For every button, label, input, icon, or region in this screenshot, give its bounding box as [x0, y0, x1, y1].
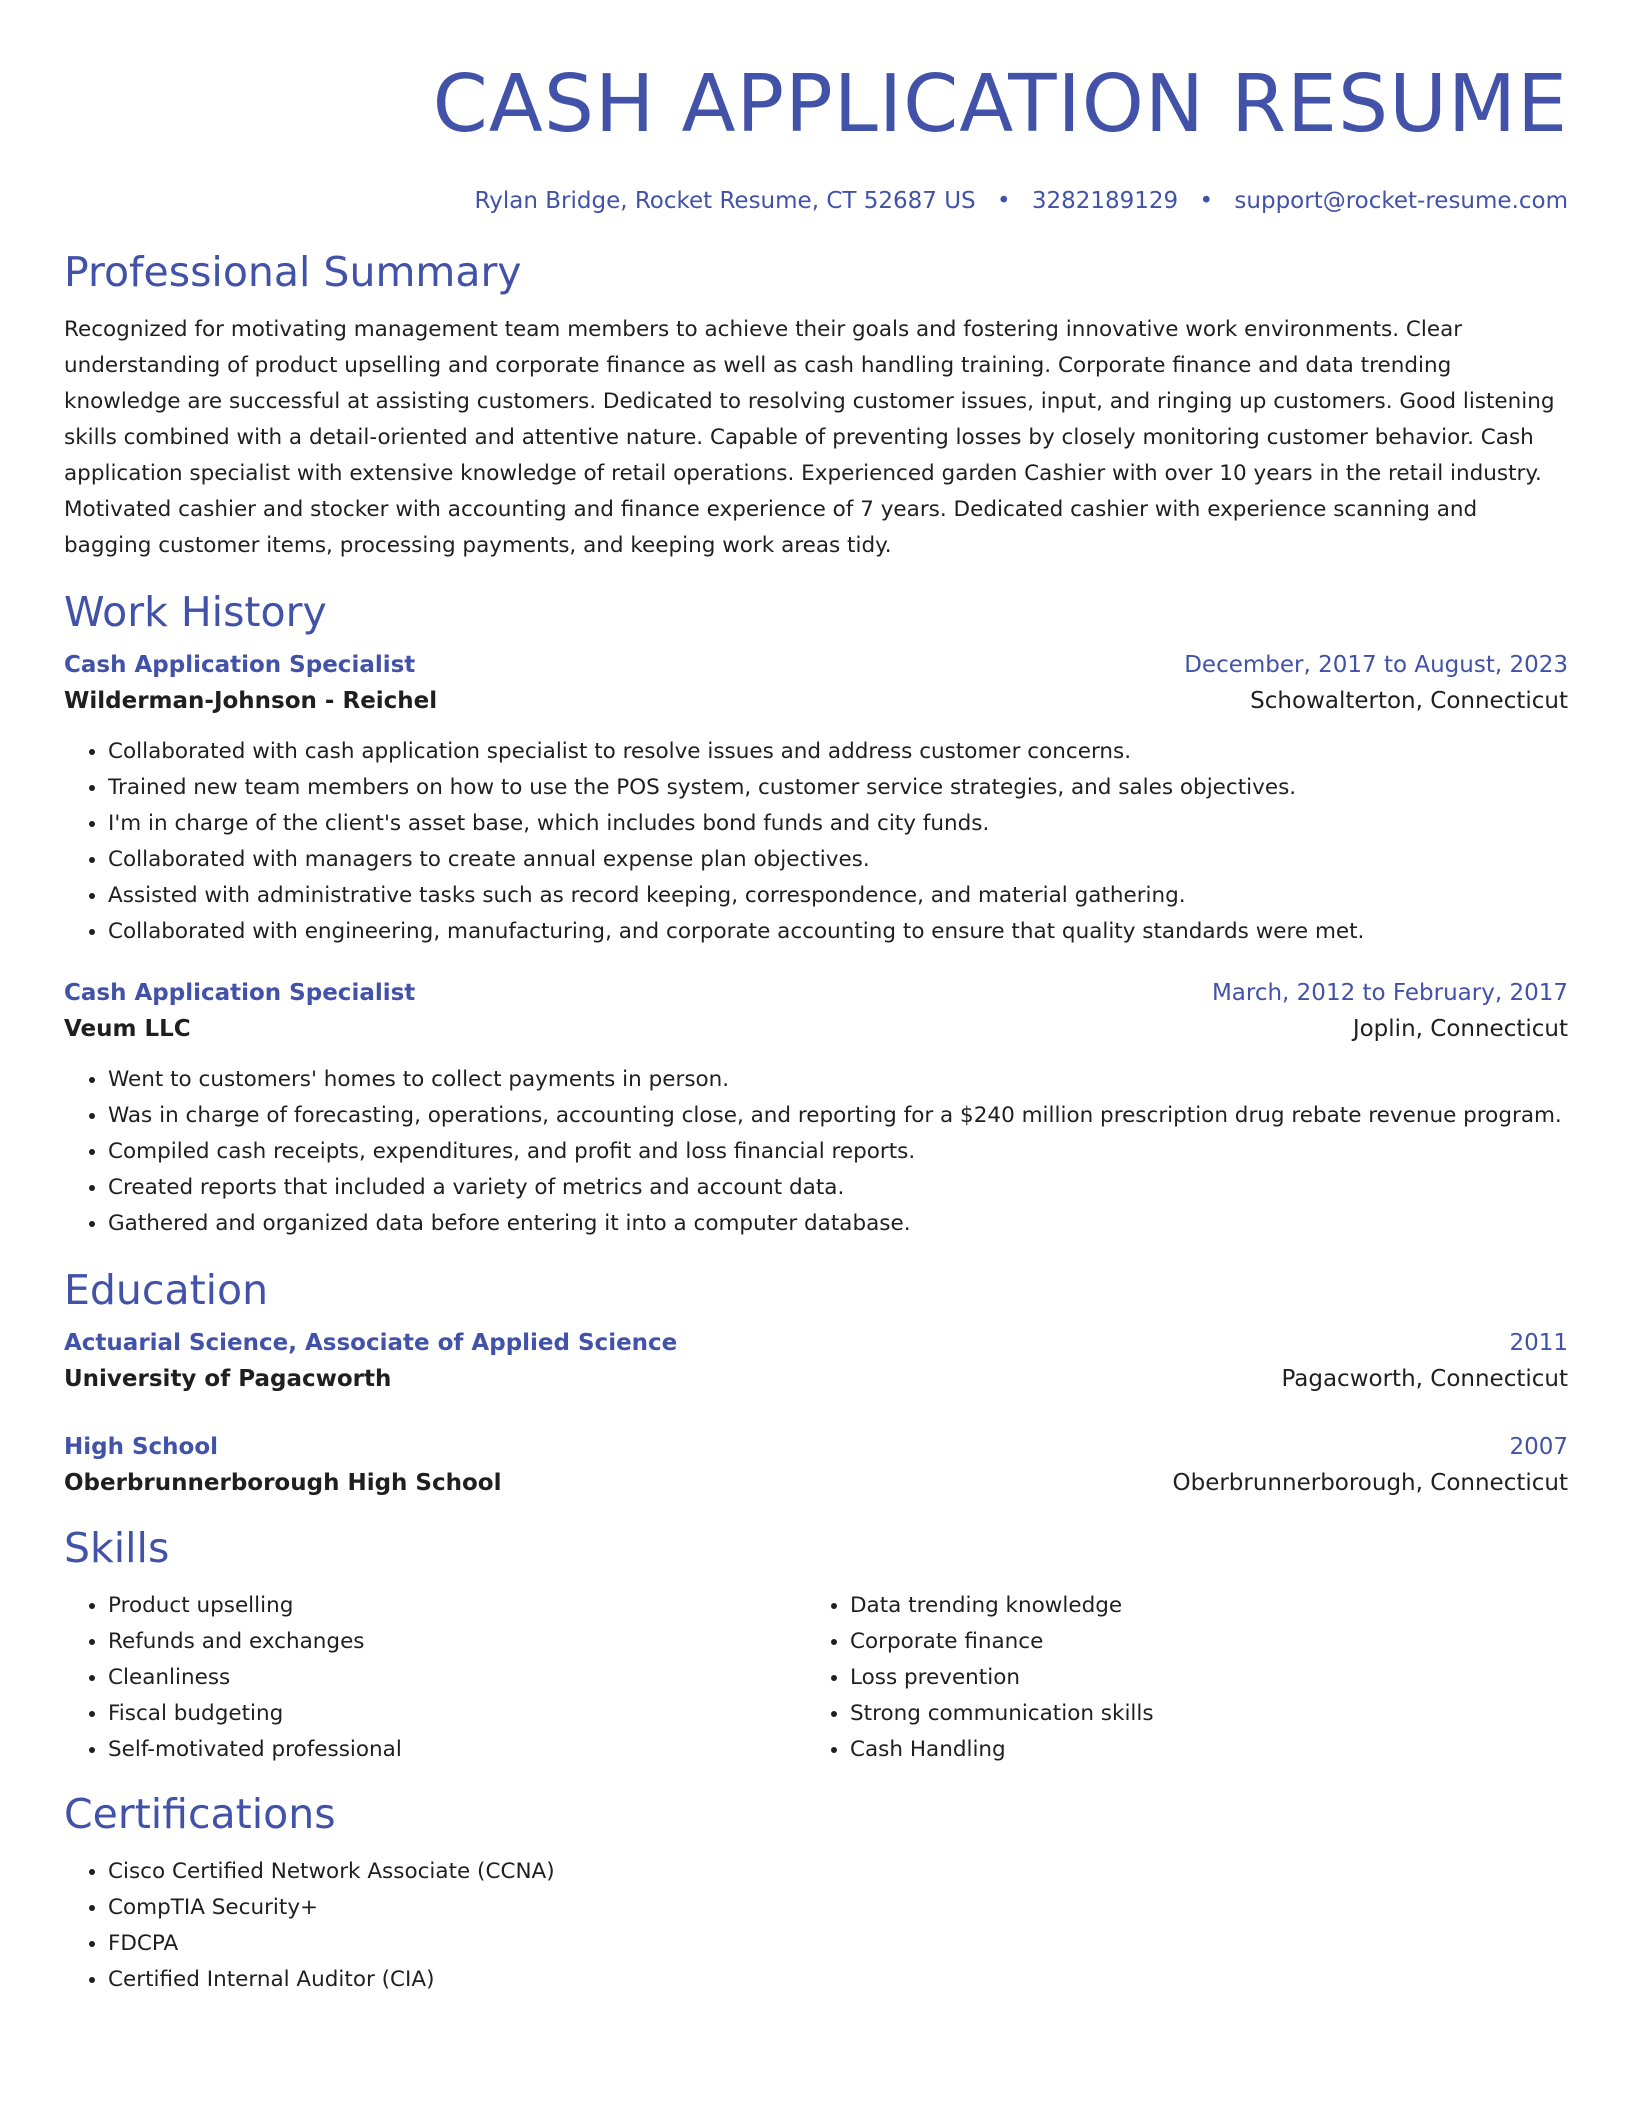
job-company: Veum LLC [64, 1016, 191, 1042]
job-bullet: • Trained new team members on how to use the POS system, customer service strategies, and sales objectives. [108, 770, 1568, 806]
skill-item: • Cash Handling [850, 1732, 1548, 1768]
skill-item: • Corporate finance [850, 1624, 1548, 1660]
skill-item: • Cleanliness [108, 1660, 806, 1696]
education-entry [64, 1430, 1568, 1502]
certifications-list [64, 1854, 1568, 1998]
certification-item: • Certified Internal Auditor (CIA) [108, 1962, 1568, 1998]
job-bullet: • Collaborated with cash application specialist to resolve issues and address customer concerns. [108, 734, 1568, 770]
education-school: Oberbrunnerborough High School [64, 1470, 502, 1496]
job-title: Cash Application Specialist [64, 652, 416, 678]
section-title-summary: Professional Summary [64, 248, 522, 296]
job-bullet: • Collaborated with engineering, manufacturing, and corporate accounting to ensure that quality standards were met. [108, 914, 1568, 950]
skill-item: • Loss prevention [850, 1660, 1548, 1696]
job-bullet: • Went to customers' homes to collect payments in person. [108, 1062, 1568, 1098]
education-year: 2007 [1509, 1434, 1568, 1460]
job-dates: March, 2012 to February, 2017 [1211, 980, 1568, 1006]
skill-item: • Fiscal budgeting [108, 1696, 806, 1732]
skill-item: • Self-motivated professional [108, 1732, 806, 1768]
job-dates: December, 2017 to August, 2023 [1184, 652, 1568, 678]
contact-address: Rylan Bridge, Rocket Resume, CT 52687 US [474, 188, 976, 214]
section-title-certifications: Certifications [64, 1790, 336, 1838]
job-bullets [64, 1062, 1568, 1242]
education-entry [64, 1326, 1568, 1398]
education-degree: Actuarial Science, Associate of Applied Science [64, 1330, 678, 1356]
summary-text: Recognized for motivating management team members to achieve their goals and fostering innovative work environments. Clear understanding of product upselling and corporate finance as well as cash handling training. Corporate finance and data trending knowledge are successful at assisting customers. Dedicated to resolving customer issues, input, and ringing up customers. Good listening skills combined with a detail-oriented and attentive nature. Capable of preventing losses by closely monitoring customer behavior. Cash application specialist with extensive knowledge of retail operations. Experienced garden Cashier with over 10 years in the retail industry. Motivated cashier and stocker with accounting and finance experience of 7 years. Dedicated cashier with experience scanning and bagging customer items, processing payments, and keeping work areas tidy. [64, 317, 1555, 558]
job-company: Wilderman-Johnson - Reichel [64, 688, 438, 714]
contact-phone: 3282189129 [1031, 188, 1179, 214]
skills-column-left [64, 1588, 806, 1768]
skill-item: • Refunds and exchanges [108, 1624, 806, 1660]
job-bullet: • Collaborated with managers to create annual expense plan objectives. [108, 842, 1568, 878]
job-bullet: • I'm in charge of the client's asset base, which includes bond funds and city funds. [108, 806, 1568, 842]
certification-item: • FDCPA [108, 1926, 1568, 1962]
contact-separator: • [1199, 188, 1214, 214]
job-bullet: • Was in charge of forecasting, operations, accounting close, and reporting for a $240 million prescription drug rebate revenue program. [108, 1098, 1568, 1134]
skill-item: • Product upselling [108, 1588, 806, 1624]
skill-item: • Strong communication skills [850, 1696, 1548, 1732]
job-title: Cash Application Specialist [64, 980, 416, 1006]
contact-email: support@rocket-resume.com [1234, 188, 1568, 214]
job-location: Joplin, Connecticut [1352, 1016, 1568, 1042]
certification-item: • CompTIA Security+ [108, 1890, 1568, 1926]
education-year: 2011 [1509, 1330, 1568, 1356]
skills-column-right [806, 1588, 1548, 1768]
job-bullet: • Assisted with administrative tasks such as record keeping, correspondence, and material gathering. [108, 878, 1568, 914]
education-degree: High School [64, 1434, 219, 1460]
job-bullet: • Created reports that included a variety of metrics and account data. [108, 1170, 1568, 1206]
job-entry [64, 648, 1568, 950]
education-location: Oberbrunnerborough, Connecticut [1172, 1470, 1568, 1496]
contact-separator: • [996, 188, 1011, 214]
job-entry [64, 976, 1568, 1242]
job-location: Schowalterton, Connecticut [1250, 688, 1568, 714]
job-bullets [64, 734, 1568, 950]
section-title-work-history: Work History [64, 588, 327, 636]
education-school: University of Pagacworth [64, 1366, 392, 1392]
resume-header [64, 0, 1568, 216]
resume-title: CASH APPLICATION RESUME [432, 58, 1568, 150]
skills-list [64, 1588, 1568, 1768]
section-title-skills: Skills [64, 1524, 170, 1572]
skill-item: • Data trending knowledge [850, 1588, 1548, 1624]
certification-item: • Cisco Certified Network Associate (CCNA) [108, 1854, 1568, 1890]
job-bullet: • Gathered and organized data before entering it into a computer database. [108, 1206, 1568, 1242]
section-title-education: Education [64, 1266, 269, 1314]
job-bullet: • Compiled cash receipts, expenditures, and profit and loss financial reports. [108, 1134, 1568, 1170]
contact-line [64, 186, 1568, 216]
education-location: Pagacworth, Connecticut [1281, 1366, 1568, 1392]
